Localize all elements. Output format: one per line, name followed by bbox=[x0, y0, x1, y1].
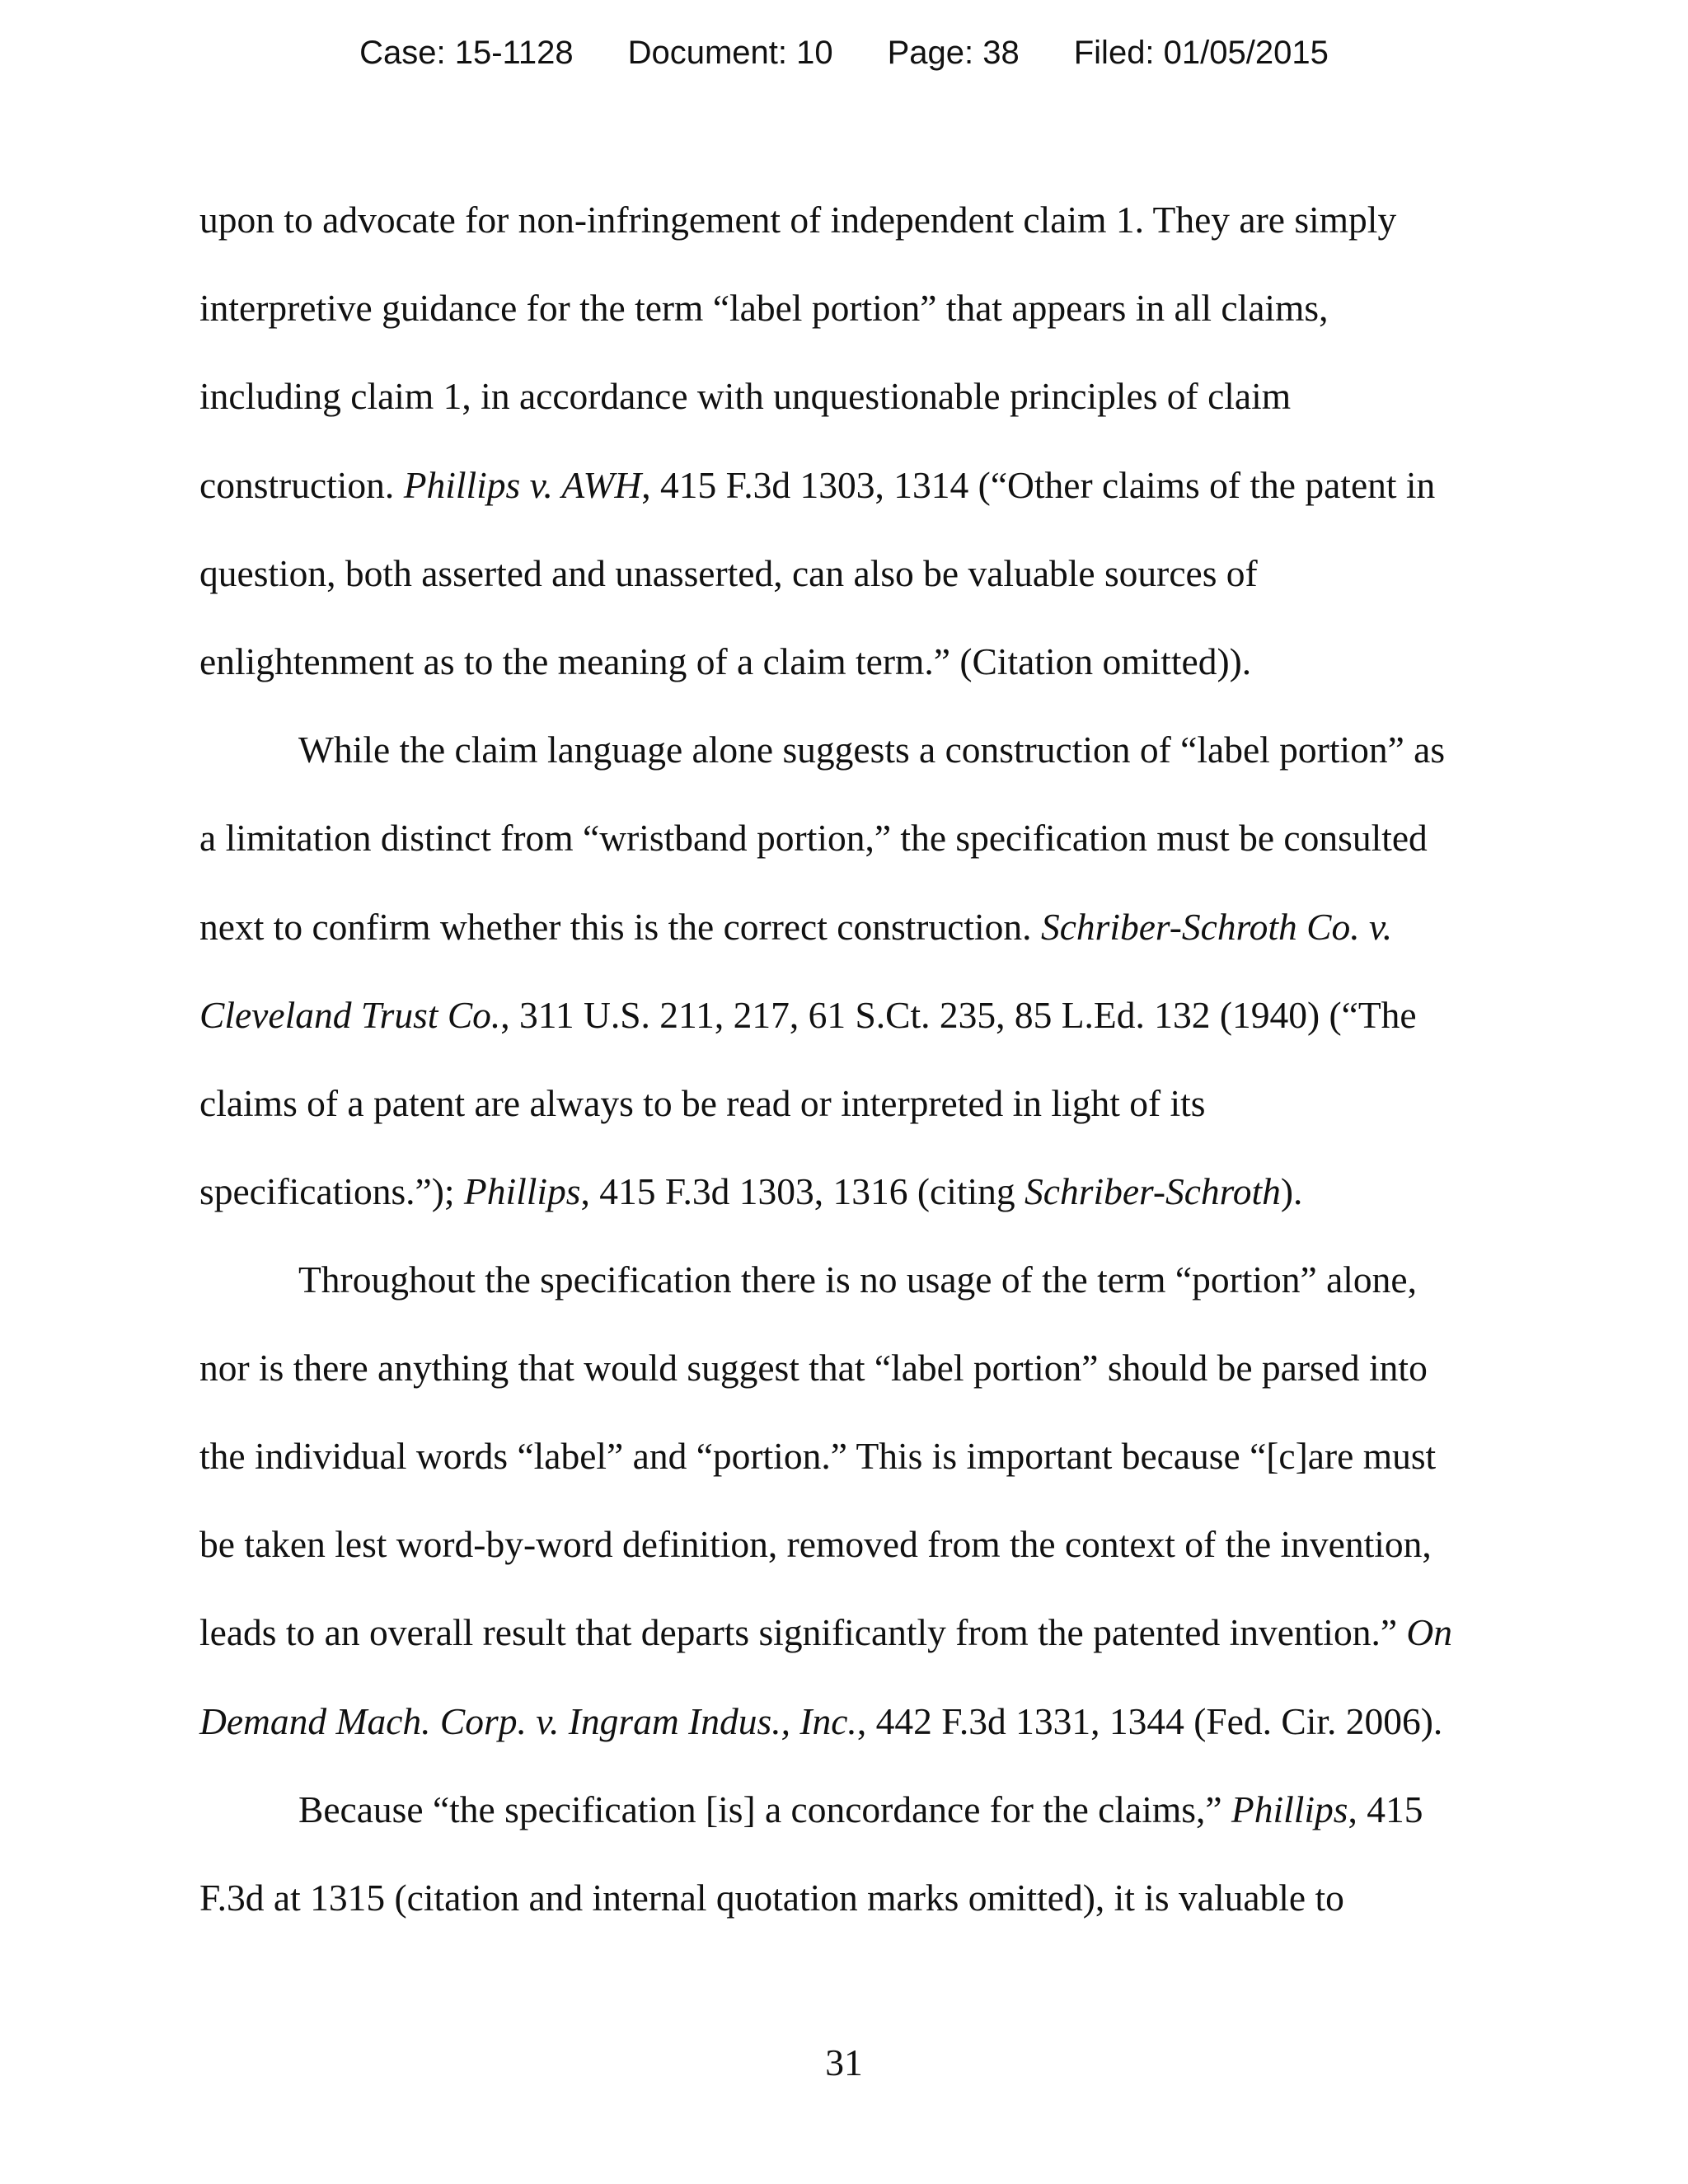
body-line bbox=[199, 1523, 1432, 1565]
citation-italic: Cleveland Trust Co. bbox=[199, 994, 501, 1036]
citation-italic: Demand Mach. Corp. v. Ingram Indus., Inc. bbox=[199, 1700, 857, 1742]
body-line bbox=[199, 1879, 1344, 1917]
text-run: next to confirm whether this is the correct construction. bbox=[199, 906, 1041, 948]
text-run: question, both asserted and unasserted, can also be valuable sources of bbox=[199, 552, 1258, 594]
body-line bbox=[298, 731, 1445, 769]
page-label: Page: 38 bbox=[887, 35, 1020, 71]
case-number: Case: 15-1128 bbox=[359, 35, 574, 71]
text-run: ). bbox=[1280, 1170, 1303, 1212]
body-line bbox=[298, 1788, 1423, 1830]
citation-italic: Schriber-Schroth Co. v. bbox=[1040, 906, 1393, 948]
citation-italic: Phillips v. AWH bbox=[403, 464, 642, 506]
body-line bbox=[199, 201, 1396, 239]
body-line bbox=[199, 908, 1392, 946]
citation-italic: Phillips bbox=[1231, 1788, 1348, 1830]
body-line bbox=[199, 996, 1417, 1034]
text-run: claims of a patent are always to be read or interpreted in light of its bbox=[199, 1082, 1206, 1124]
body-line bbox=[199, 289, 1329, 327]
text-run: interpretive guidance for the term “label portion” that appears in all claims, bbox=[199, 287, 1329, 329]
text-run: F.3d at 1315 (citation and internal quotation marks omitted), it is valuable to bbox=[199, 1877, 1344, 1919]
text-run: the individual words “label” and “portion.” This is important because “[c]are must bbox=[199, 1435, 1437, 1477]
body-line bbox=[199, 1700, 1443, 1742]
case-header bbox=[0, 35, 1688, 72]
filed-date: Filed: 01/05/2015 bbox=[1073, 35, 1329, 71]
text-run: , 442 F.3d 1331, 1344 (Fed. Cir. 2006). bbox=[856, 1700, 1443, 1742]
body-line bbox=[199, 466, 1435, 504]
citation-italic: Schriber-Schroth bbox=[1025, 1170, 1281, 1212]
text-run: leads to an overall result that departs significantly from the patented invention.” bbox=[199, 1611, 1407, 1653]
citation-italic: Phillips bbox=[463, 1170, 581, 1212]
text-run: While the claim language alone suggests a construction of “label portion” as bbox=[298, 729, 1446, 771]
text-run: , 415 F.3d 1303, 1314 (“Other claims of the patent in bbox=[641, 464, 1436, 506]
text-run: , 311 U.S. 211, 217, 61 S.Ct. 235, 85 L.Ed. 132 (1940) (“The bbox=[500, 994, 1417, 1036]
citation-italic: On bbox=[1406, 1611, 1453, 1653]
text-run: upon to advocate for non-infringement of independent claim 1. They are simply bbox=[199, 199, 1397, 241]
body-line bbox=[199, 640, 1252, 682]
text-run: including claim 1, in accordance with unquestionable principles of claim bbox=[199, 375, 1292, 417]
text-run: , 415 F.3d 1303, 1316 (citing bbox=[580, 1170, 1025, 1212]
text-run: a limitation distinct from “wristband portion,” the specification must be consulted bbox=[199, 817, 1428, 859]
text-run: enlightenment as to the meaning of a claim term.” (Citation omitted)). bbox=[199, 640, 1252, 682]
body-line bbox=[199, 1082, 1206, 1124]
page-number: 31 bbox=[825, 2041, 863, 2083]
text-run: Because “the specification [is] a concordance for the claims,” bbox=[298, 1788, 1231, 1830]
body-line bbox=[199, 819, 1428, 857]
body-line bbox=[199, 1349, 1428, 1387]
body-line bbox=[199, 377, 1291, 415]
text-run: nor is there anything that would suggest that “label portion” should be parsed into bbox=[199, 1347, 1428, 1389]
body-line bbox=[199, 1170, 1303, 1212]
body-line bbox=[298, 1258, 1417, 1301]
body-line bbox=[199, 552, 1258, 594]
text-run: specifications.”); bbox=[199, 1170, 464, 1212]
text-run: , 415 bbox=[1348, 1788, 1423, 1830]
text-run: Throughout the specification there is no usage of the term “portion” alone, bbox=[298, 1258, 1417, 1301]
text-run: be taken lest word-by-word definition, removed from the context of the invention, bbox=[199, 1523, 1432, 1565]
text-run: construction. bbox=[199, 464, 404, 506]
body-line bbox=[199, 1611, 1453, 1653]
body-line bbox=[199, 1437, 1436, 1475]
document-number: Document: 10 bbox=[627, 35, 833, 71]
